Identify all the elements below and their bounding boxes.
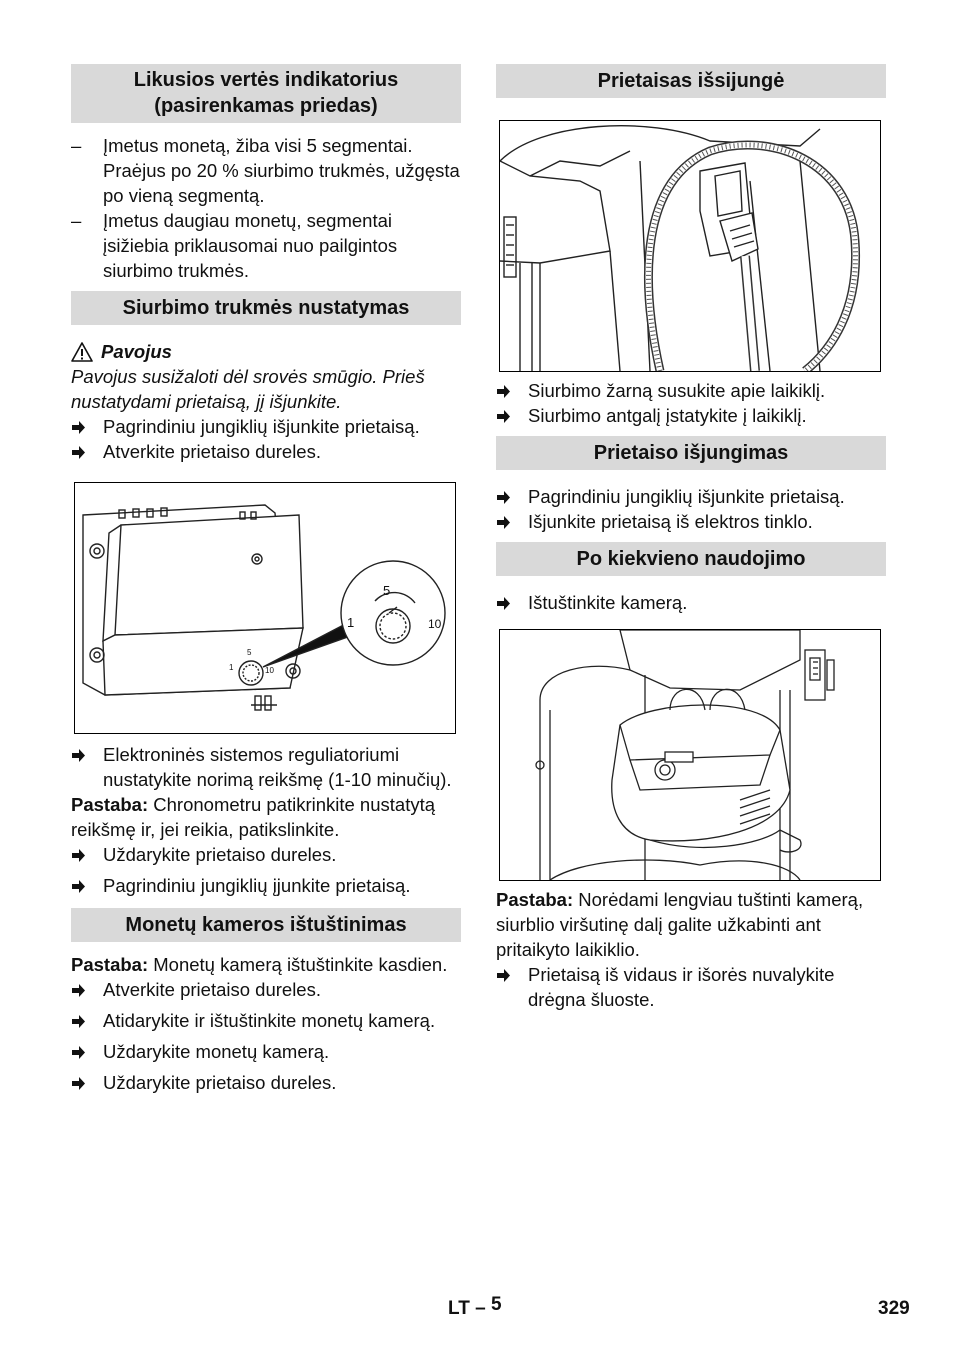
section-header-device-off: Prietaisas išsijungė — [496, 64, 886, 98]
list-item: Pagrindiniu jungiklių įjunkite prietaisą. — [71, 873, 461, 898]
dial-small-label-10: 10 — [265, 666, 274, 675]
arrow-right-icon — [496, 490, 511, 505]
list-item: – Įmetus daugiau monetų, segmentai įsižiebia priklausomai nuo pailgintos siurbimo trukmės. — [71, 210, 398, 281]
note-label: Pastaba: — [496, 889, 574, 910]
dial-large-label-10: 10 — [428, 617, 442, 631]
footer-language: LT — [448, 1298, 470, 1319]
section-header-suction-time: Siurbimo trukmės nustatymas — [71, 291, 461, 325]
page-number: 329 — [878, 1298, 910, 1319]
timer-control-figure — [74, 482, 456, 734]
right-column — [496, 64, 886, 1012]
arrow-right-icon — [496, 596, 511, 611]
section-header-residual-indicator: Likusios vertės indikatorius (pasirenkamas priedas) — [71, 64, 461, 123]
chamber-emptying-figure — [499, 629, 881, 881]
arrow-right-icon — [496, 968, 511, 983]
list-item: Atidarykite ir ištuštinkite monetų kamerą. — [71, 1008, 461, 1033]
list-item: Uždarykite prietaiso dureles. — [71, 842, 461, 867]
arrow-right-icon — [71, 748, 86, 763]
arrow-right-icon — [496, 409, 511, 424]
note-text: Monetų kamerą ištuštinkite kasdien. — [153, 954, 448, 975]
danger-warning — [71, 339, 461, 364]
dial-small-label-1: 1 — [229, 663, 234, 672]
arrow-right-icon — [496, 515, 511, 530]
arrow-right-icon — [71, 1045, 86, 1060]
dial-large-label-5: 5 — [383, 583, 391, 598]
list-item: Siurbimo antgalį įstatykite į laikiklį. — [496, 403, 886, 428]
list-item: Pagrindiniu jungiklių išjunkite prietaisą. — [496, 484, 886, 509]
arrow-right-icon — [71, 848, 86, 863]
dash-marker: – — [71, 135, 82, 156]
warning-label: Pavojus — [101, 341, 172, 362]
list-item: – Įmetus monetą, žiba visi 5 segmentai. Praėjus po 20 % siurbimo trukmės, užgęsta po vieną segmentą. — [71, 135, 460, 206]
hose-holder-figure — [499, 120, 881, 372]
list-item: Išjunkite prietaisą iš elektros tinklo. — [496, 509, 886, 534]
section-header-coin-chamber: Monetų kameros ištuštinimas — [71, 908, 461, 942]
note-label: Pastaba: — [71, 794, 149, 815]
dash-marker: – — [71, 210, 82, 231]
section-header-device-shutdown: Prietaiso išjungimas — [496, 436, 886, 470]
list-item: Pagrindiniu jungiklių išjunkite prietaisą. — [71, 414, 461, 439]
note-label: Pastaba: — [71, 954, 149, 975]
arrow-right-icon — [71, 1014, 86, 1029]
left-column — [71, 64, 461, 1095]
list-item: Elektroninės sistemos reguliatoriumi nustatykite norimą reikšmę (1-10 minučių). — [71, 742, 461, 792]
list-item: Prietaisą iš vidaus ir išorės nuvalykite drėgna šluoste. — [496, 962, 886, 1012]
note-paragraph — [71, 792, 461, 842]
timer-box-illustration — [75, 483, 455, 733]
list-item: Atverkite prietaiso dureles. — [71, 977, 461, 1002]
footer-section-page: 5 — [490, 1294, 502, 1315]
arrow-right-icon — [71, 1076, 86, 1091]
list-item: Ištuštinkite kamerą. — [496, 590, 886, 615]
dial-small-label-5: 5 — [247, 648, 252, 657]
arrow-right-icon — [496, 384, 511, 399]
section-header-after-use: Po kiekvieno naudojimo — [496, 542, 886, 576]
note-text: Norėdami lengviau tuštinti kamerą, siurblio viršutinę dalį galite užkabinti ant pritaikyto laikiklio. — [496, 889, 864, 960]
arrow-right-icon — [71, 420, 86, 435]
vacuum-hose-illustration — [500, 121, 880, 371]
arrow-right-icon — [71, 879, 86, 894]
arrow-right-icon — [71, 983, 86, 998]
note-text: Chronometru patikrinkite nustatytą reikšmę ir, jei reikia, patikslinkite. — [71, 794, 436, 840]
dial-large-label-1: 1 — [347, 615, 355, 630]
list-item: Uždarykite prietaiso dureles. — [71, 1070, 461, 1095]
footer-language-section — [448, 1294, 502, 1320]
warning-triangle-icon — [71, 342, 93, 362]
arrow-right-icon — [71, 445, 86, 460]
list-item: Atverkite prietaiso dureles. — [71, 439, 461, 464]
warning-text: Pavojus susižaloti dėl srovės smūgio. Prieš nustatydami prietaisą, jį išjunkite. — [71, 366, 425, 412]
list-item: Siurbimo žarną susukite apie laikiklį. — [496, 378, 886, 403]
list-item: Uždarykite monetų kamerą. — [71, 1039, 461, 1064]
footer-dash: – — [475, 1298, 486, 1319]
vacuum-head-on-holder-illustration — [500, 630, 880, 880]
note-paragraph — [71, 952, 461, 977]
note-paragraph — [496, 887, 886, 962]
